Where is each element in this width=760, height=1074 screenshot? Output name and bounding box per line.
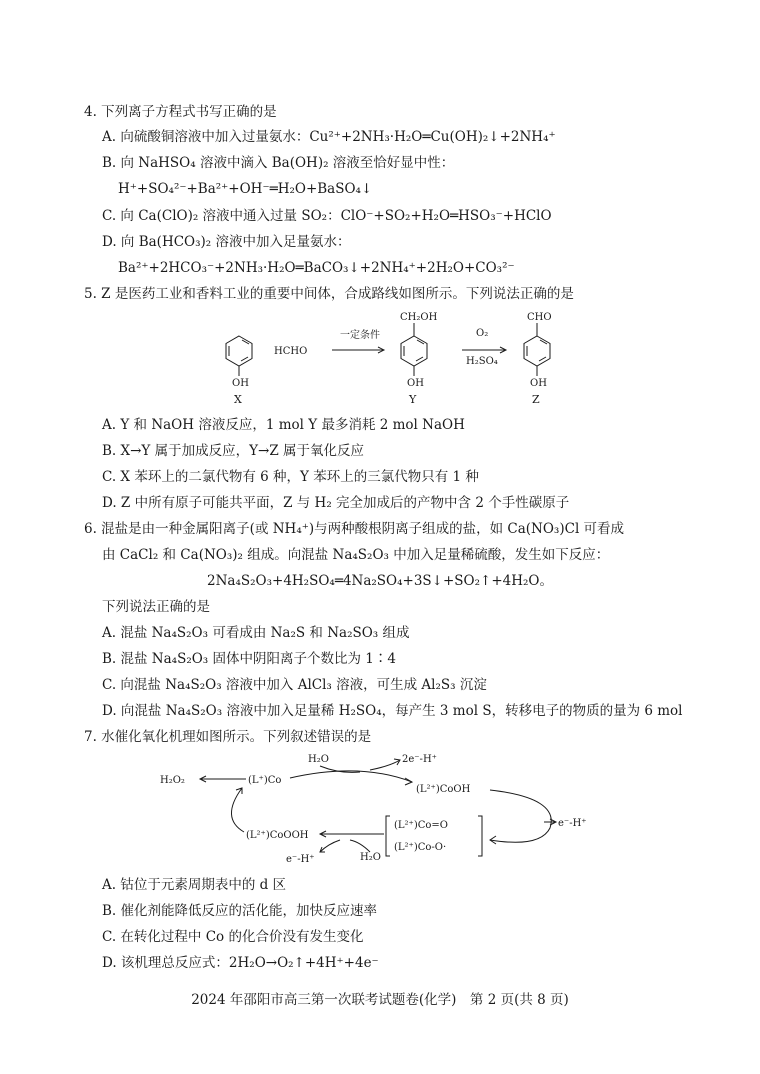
synthesis-scheme [200,306,580,410]
q7-option-c: C. 在转化过程中 Co 的化合价没有发生变化 [102,929,364,945]
z-top-substituent: CHO [527,312,552,323]
q5-option-c: C. X 苯环上的二氯代物有 6 种，Y 苯环上的三氯代物只有 1 种 [102,469,479,485]
q7-option-a: A. 钴位于元素周期表中的 d 区 [102,877,287,893]
z-label: Z [532,393,540,406]
q5-option-a: A. Y 和 NaOH 溶液反应，1 mol Y 最多消耗 2 mol NaOH [102,417,465,433]
catalytic-cycle-diagram [160,748,610,868]
benzene-ring-y [401,323,427,376]
q6-stem-line1: 6. 混盐是由一种金属阳离子(或 NH₄⁺)与两种酸根阴离子组成的盐，如 Ca(NO₃)Cl 可看成 [84,521,625,537]
q5-option-d: D. Z 中所有原子可能共平面，Z 与 H₂ 完全加成后的产物中含 2 个手性碳原子 [102,495,570,511]
q4-stem: 4. 下列离子方程式书写正确的是 [84,104,277,120]
label-h2o2: H₂O₂ [160,775,185,786]
q5-stem: 5. Z 是医药工业和香料工业的重要中间体，合成路线如图所示。下列说法正确的是 [84,286,574,302]
q5-option-b: B. X→Y 属于加成反应，Y→Z 属于氧化反应 [102,443,365,459]
arrow2-top-reagent: O₂ [476,328,489,339]
q6-option-b: B. 混盐 Na₄S₂O₃ 固体中阴阳离子个数比为 1∶4 [102,651,396,667]
q4-option-b: B. 向 NaHSO₄ 溶液中滴入 Ba(OH)₂ 溶液至恰好显中性： [102,155,455,171]
benzene-ring-x [226,336,252,376]
label-lcoooh: (L²⁺)CoOOH [246,830,309,841]
q7-option-b: B. 催化剂能降低反应的活化能，加快反应速率 [102,903,378,919]
q4-option-d: D. 向 Ba(HCO₃)₂ 溶液中加入足量氨水： [102,234,351,250]
arrow2-bottom-reagent: H₂SO₄ [466,356,498,367]
q4-option-b-equation: H⁺+SO₄²⁻+Ba²⁺+OH⁻═H₂O+BaSO₄↓ [118,181,373,197]
arrow1-condition: 一定条件 [340,330,380,341]
reaction-arrow-1 [332,347,384,353]
x-label: X [234,393,242,406]
q4-option-d-equation: Ba²⁺+2HCO₃⁻+2NH₃·H₂O═BaCO₃↓+2NH₄⁺+2H₂O+CO₃²⁻ [118,260,515,276]
label-h2o-top: H₂O [308,754,329,765]
z-substituent: OH [530,378,547,389]
q6-option-c: C. 向混盐 Na₄S₂O₃ 溶液中加入 AlCl₃ 溶液，可生成 Al₂S₃ 沉淀 [102,677,487,693]
q6-equation: 2Na₄S₂O₃+4H₂SO₄═4Na₂SO₄+3S↓+SO₂↑+4H₂O。 [207,573,553,589]
label-lco-o-radical: (L²⁺)Co-O· [394,842,447,853]
cycle-arrows [200,759,556,856]
label-h2o-bottom: H₂O [360,852,381,863]
q6-stem-line2: 由 CaCl₂ 和 Ca(NO₃)₂ 组成。向混盐 Na₄S₂O₃ 中加入足量稀硫酸，发生如下反应： [102,547,610,563]
q6-option-a: A. 混盐 Na₄S₂O₃ 可看成由 Na₂S 和 Na₂SO₃ 组成 [102,625,410,641]
label-2e-h-top: 2e⁻-H⁺ [402,754,437,765]
q6-option-d: D. 向混盐 Na₄S₂O₃ 溶液中加入足量稀 H₂SO₄，每产生 3 mol S，转移电子的物质的量为 6 mol [102,703,683,719]
q6-ask: 下列说法正确的是 [102,599,210,615]
q7-option-d: D. 该机理总反应式：2H₂O→O₂↑+4H⁺+4e⁻ [102,955,379,971]
y-top-substituent: CH₂OH [400,312,438,323]
x-substituent: OH [232,378,249,389]
label-e-h-bottom: e⁻-H⁺ [286,854,315,865]
reaction-arrow-2 [462,347,506,353]
benzene-ring-z [524,323,550,376]
q7-stem: 7. 水催化氧化机理如图所示。下列叙述错误的是 [84,729,372,745]
label-lco-o: (L²⁺)Co=O [394,820,448,831]
page-footer: 2024 年邵阳市高三第一次联考试题卷(化学) 第 2 页(共 8 页) [191,992,569,1008]
reagent-hcho: HCHO [274,346,308,357]
label-lcooh: (L²⁺)CoOH [416,784,471,795]
y-label: Y [409,393,417,406]
y-substituent: OH [407,378,424,389]
label-lco: (L⁺)Co [248,775,282,786]
q4-option-a: A. 向硫酸铜溶液中加入过量氨水：Cu²⁺+2NH₃·H₂O═Cu(OH)₂↓+2NH₄⁺ [102,129,556,145]
q4-option-c: C. 向 Ca(ClO)₂ 溶液中通入过量 SO₂：ClO⁻+SO₂+H₂O═HSO₃⁻+HClO [102,208,552,224]
label-e-h-right: e⁻-H⁺ [558,818,587,829]
